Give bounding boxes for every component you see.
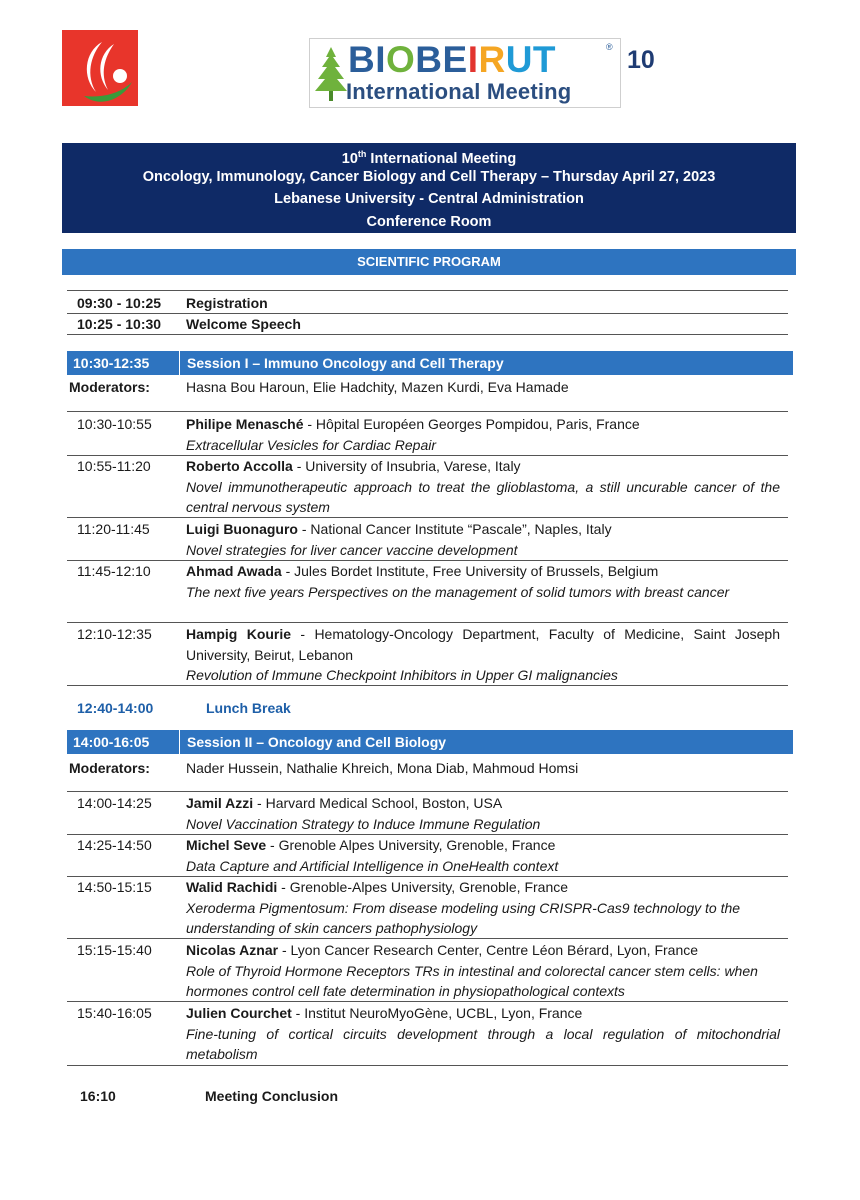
biobeirut-logo xyxy=(309,38,621,108)
speaker-name: Nicolas Aznar xyxy=(186,942,279,958)
registration-time: 09:30 - 10:25 xyxy=(77,295,162,311)
session-2-moderators-label: Moderators: xyxy=(69,760,150,776)
meeting-title-block xyxy=(62,143,796,233)
speaker-affiliation: - Institut NeuroMyoGène, UCBL, Lyon, France xyxy=(291,1005,583,1021)
speaker-name: Julien Courchet xyxy=(186,1005,292,1021)
divider xyxy=(67,938,788,939)
talk-time: 11:45-12:10 xyxy=(77,563,151,579)
biobeirut-wordmark: BIOBEIRUT xyxy=(348,39,557,80)
speaker-affiliation: - Jules Bordet Institute, Free University of Brussels, Belgium xyxy=(281,563,659,579)
talk-title: Data Capture and Artificial Intelligence in OneHealth context xyxy=(186,857,559,874)
talk-time: 12:10-12:35 xyxy=(77,626,152,642)
speaker-name: Philipe Menasché xyxy=(186,416,304,432)
divider xyxy=(67,791,788,792)
speaker-affiliation: - Grenoble-Alpes University, Grenoble, France xyxy=(277,879,569,895)
divider xyxy=(67,290,788,291)
talk-time: 14:50-15:15 xyxy=(77,879,152,895)
talk-title: Fine-tuning of cortical circuits development through a local regulation of mitochondrial metabolism xyxy=(186,1025,780,1062)
scientific-program-heading: SCIENTIFIC PROGRAM xyxy=(62,249,796,275)
talk-title: Novel immunotherapeutic approach to treat the glioblastoma, a still uncurable cancer of the central nervous system xyxy=(186,478,780,515)
session-1-moderators: Hasna Bou Haroun, Elie Hadchity, Mazen Kurdi, Eva Hamade xyxy=(186,379,569,395)
speaker-name: Walid Rachidi xyxy=(186,879,278,895)
talk-title: Revolution of Immune Checkpoint Inhibitors in Upper GI malignancies xyxy=(186,667,618,683)
divider xyxy=(67,313,788,314)
lebanese-university-logo xyxy=(62,30,138,106)
divider xyxy=(67,685,788,686)
title-line-4: Conference Room xyxy=(366,213,492,230)
talk-title: Extracellular Vesicles for Cardiac Repair xyxy=(186,436,437,453)
lunch-label: Lunch Break xyxy=(206,700,291,716)
talk-entry xyxy=(186,561,780,602)
speaker-name: Roberto Accolla xyxy=(186,458,293,474)
speaker-name: Ahmad Awada xyxy=(186,563,282,579)
speaker-affiliation: - Lyon Cancer Research Center, Centre Léon Bérard, Lyon, France xyxy=(278,942,699,958)
logo-subtitle: International Meeting xyxy=(346,79,572,104)
welcome-label: Welcome Speech xyxy=(186,316,301,332)
talk-time: 14:25-14:50 xyxy=(77,837,152,853)
session-2-title: Session II – Oncology and Cell Biology xyxy=(187,734,447,750)
talk-entry xyxy=(186,793,780,834)
talk-time: 15:15-15:40 xyxy=(77,942,152,958)
talk-entry xyxy=(186,456,780,518)
talk-time: 11:20-11:45 xyxy=(77,521,150,537)
talk-title: Novel strategies for liver cancer vaccine development xyxy=(186,541,518,558)
talk-entry xyxy=(186,414,780,455)
talk-entry xyxy=(186,877,780,939)
divider xyxy=(67,622,788,623)
talk-entry xyxy=(186,624,780,686)
speaker-affiliation: - University of Insubria, Varese, Italy xyxy=(292,458,521,474)
talk-time: 15:40-16:05 xyxy=(77,1005,152,1021)
registered-mark: ® xyxy=(606,42,613,52)
talk-entry xyxy=(186,940,780,1002)
session-1-time: 10:30-12:35 xyxy=(73,355,150,371)
session-2-moderators: Nader Hussein, Nathalie Khreich, Mona Diab, Mahmoud Homsi xyxy=(186,760,579,776)
speaker-affiliation: - Hematology-Oncology Department, Faculty of Medicine, Saint Joseph University, Beirut, Lebanon xyxy=(186,626,780,663)
divider xyxy=(67,517,788,518)
title-line-1: 10th International Meeting xyxy=(341,149,517,167)
conclusion-time: 16:10 xyxy=(80,1088,116,1104)
cedar-tree-icon xyxy=(314,45,348,103)
talk-entry xyxy=(186,1003,780,1065)
divider xyxy=(67,411,788,412)
lunch-time: 12:40-14:00 xyxy=(77,700,154,716)
session-1-moderators-label: Moderators: xyxy=(69,379,150,395)
talk-entry xyxy=(186,835,780,876)
talk-title: The next five years Perspectives on the management of solid tumors with breast cancer xyxy=(186,583,730,600)
title-line-3: Lebanese University - Central Administration xyxy=(274,191,584,207)
talk-time: 14:00-14:25 xyxy=(77,795,152,811)
speaker-name: Michel Seve xyxy=(186,837,267,853)
speaker-affiliation: - Grenoble Alpes University, Grenoble, France xyxy=(266,837,556,853)
talk-title: Novel Vaccination Strategy to Induce Immune Regulation xyxy=(186,815,541,832)
title-line-2: Oncology, Immunology, Cancer Biology and Cell Therapy – Thursday April 27, 2023 xyxy=(142,168,716,185)
talk-title: Xeroderma Pigmentosum: From disease modeling using CRISPR-Cas9 technology to the understanding of skin cancers pathophysiology xyxy=(186,899,741,936)
speaker-affiliation: - Harvard Medical School, Boston, USA xyxy=(253,795,503,811)
session-2-divider xyxy=(179,730,180,754)
divider xyxy=(67,334,788,335)
speaker-name: Hampig Kourie xyxy=(186,626,292,642)
edition-number: 10 xyxy=(627,46,655,74)
registration-label: Registration xyxy=(186,295,268,311)
session-2-time: 14:00-16:05 xyxy=(73,734,150,750)
speaker-name: Jamil Azzi xyxy=(186,795,254,811)
talk-entry xyxy=(186,519,780,560)
talk-time: 10:30-10:55 xyxy=(77,416,152,432)
session-1-header xyxy=(67,351,793,375)
speaker-affiliation: - Hôpital Européen Georges Pompidou, Paris, France xyxy=(303,416,640,432)
speaker-name: Luigi Buonaguro xyxy=(186,521,298,537)
session-1-title: Session I – Immuno Oncology and Cell Therapy xyxy=(187,355,504,371)
speaker-affiliation: - National Cancer Institute “Pascale”, Naples, Italy xyxy=(297,521,612,537)
session-1-divider xyxy=(179,351,180,375)
divider xyxy=(67,1001,788,1002)
talk-title: Role of Thyroid Hormone Receptors TRs in intestinal and colorectal cancer stem cells: when hormones control cell fate determination in physiopathological contexts xyxy=(186,962,758,999)
session-2-header xyxy=(67,730,793,754)
welcome-time: 10:25 - 10:30 xyxy=(77,316,162,332)
divider xyxy=(67,1065,788,1066)
talk-time: 10:55-11:20 xyxy=(77,458,151,474)
conclusion-label: Meeting Conclusion xyxy=(205,1088,338,1104)
